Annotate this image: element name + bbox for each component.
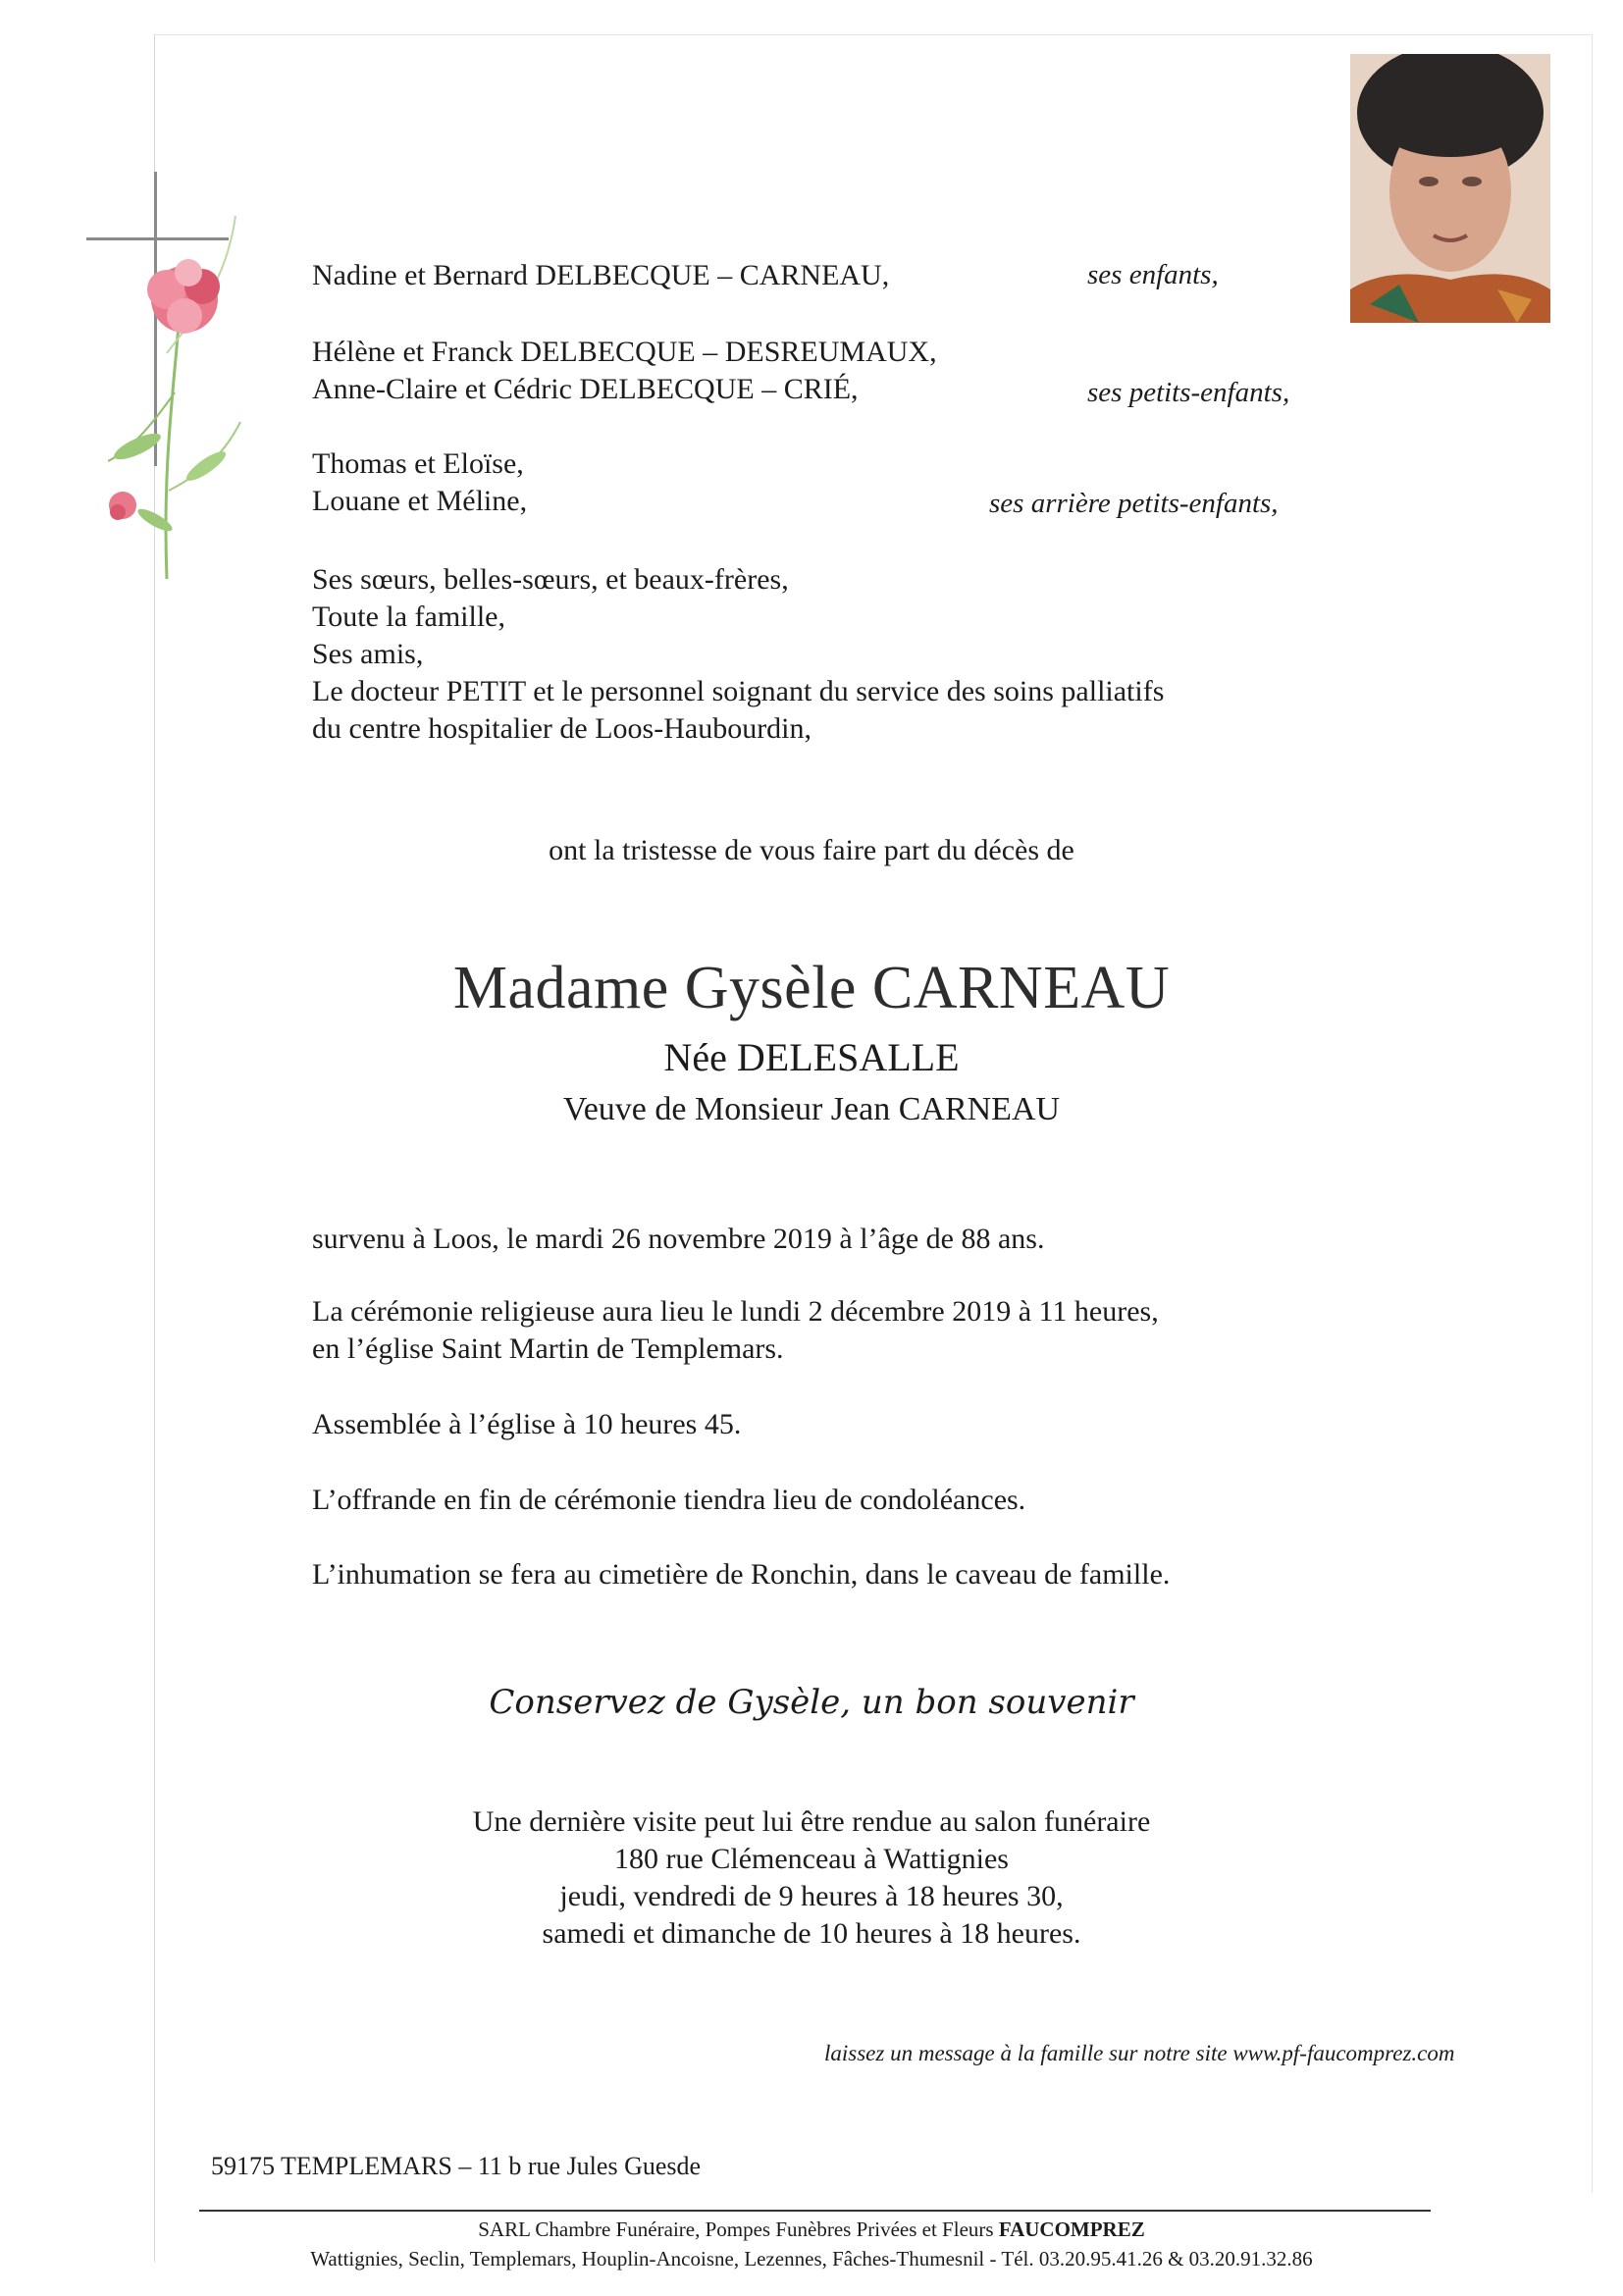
footer-company-prefix: SARL Chambre Funéraire, Pompes Funèbres Privées et Fleurs bbox=[478, 2218, 994, 2241]
burial-line: L’inhumation se fera au cimetière de Ronchin, dans le caveau de famille. bbox=[312, 1558, 1171, 1591]
ceremony-line-2: en l’église Saint Martin de Templemars. bbox=[312, 1332, 784, 1365]
great-grandchildren-role: ses arrière petits-enfants, bbox=[989, 488, 1279, 519]
others-line-5: du centre hospitalier de Loos-Haubourdin, bbox=[312, 712, 812, 745]
deceased-widow-line: Veuve de Monsieur Jean CARNEAU bbox=[562, 1091, 1061, 1127]
footer-divider bbox=[199, 2210, 1431, 2212]
visit-line-3: jeudi, vendredi de 9 heures à 18 heures 30, bbox=[559, 1880, 1064, 1912]
deceased-maiden-name: Née DELESALLE bbox=[663, 1035, 960, 1079]
announcement-text: ont la tristesse de vous faire part du décès de bbox=[549, 834, 1074, 866]
death-details: survenu à Loos, le mardi 26 novembre 2019 à l’âge de 88 ans. bbox=[312, 1223, 1045, 1255]
website-note: laissez un message à la famille sur notre site www.pf-faucomprez.com bbox=[824, 2041, 1455, 2065]
funeral-home-address: 59175 TEMPLEMARS – 11 b rue Jules Guesde bbox=[211, 2152, 702, 2180]
great-grandchildren-line-2: Louane et Méline, bbox=[312, 485, 528, 517]
footer-company bbox=[0, 2218, 1623, 2242]
grandchildren-line-1: Hélène et Franck DELBECQUE – DESREUMAUX, bbox=[312, 336, 937, 368]
frame-top-line bbox=[154, 34, 1592, 35]
footer-company-name: FAUCOMPREZ bbox=[998, 2218, 1145, 2241]
visit-line-4: samedi et dimanche de 10 heures à 18 heures. bbox=[542, 1917, 1081, 1950]
ceremony-line-1: La cérémonie religieuse aura lieu le lundi 2 décembre 2019 à 11 heures, bbox=[312, 1295, 1159, 1328]
visit-line-2: 180 rue Clémenceau à Wattignies bbox=[614, 1843, 1009, 1875]
others-line-2: Toute la famille, bbox=[312, 600, 505, 633]
grandchildren-line-2: Anne-Claire et Cédric DELBECQUE – CRIÉ, bbox=[312, 373, 859, 405]
others-line-3: Ses amis, bbox=[312, 638, 424, 670]
great-grandchildren-line-1: Thomas et Eloïse, bbox=[312, 447, 524, 480]
children-role: ses enfants, bbox=[1087, 259, 1219, 290]
footer-locations: Wattignies, Seclin, Templemars, Houplin-Ancoisne, Lezennes, Fâches-Thumesnil - Tél. 03.20.95.41.26 & 03.20.91.32.86 bbox=[310, 2247, 1313, 2270]
assembly-line: Assemblée à l’église à 10 heures 45. bbox=[312, 1408, 742, 1440]
others-line-1: Ses sœurs, belles-sœurs, et beaux-frères, bbox=[312, 563, 789, 596]
remembrance-text: Conservez de Gysèle, un bon souvenir bbox=[489, 1683, 1134, 1722]
portrait-photo bbox=[1350, 54, 1550, 323]
visit-line-1: Une dernière visite peut lui être rendue au salon funéraire bbox=[472, 1805, 1151, 1838]
children-names: Nadine et Bernard DELBECQUE – CARNEAU, bbox=[312, 259, 890, 291]
others-line-4: Le docteur PETIT et le personnel soignant du service des soins palliatifs bbox=[312, 675, 1165, 707]
carnation-flower-icon bbox=[69, 196, 255, 589]
offering-line: L’offrande en fin de cérémonie tiendra lieu de condoléances. bbox=[312, 1484, 1026, 1516]
deceased-name: Madame Gysèle CARNEAU bbox=[452, 955, 1171, 1021]
grandchildren-role: ses petits-enfants, bbox=[1087, 377, 1290, 408]
